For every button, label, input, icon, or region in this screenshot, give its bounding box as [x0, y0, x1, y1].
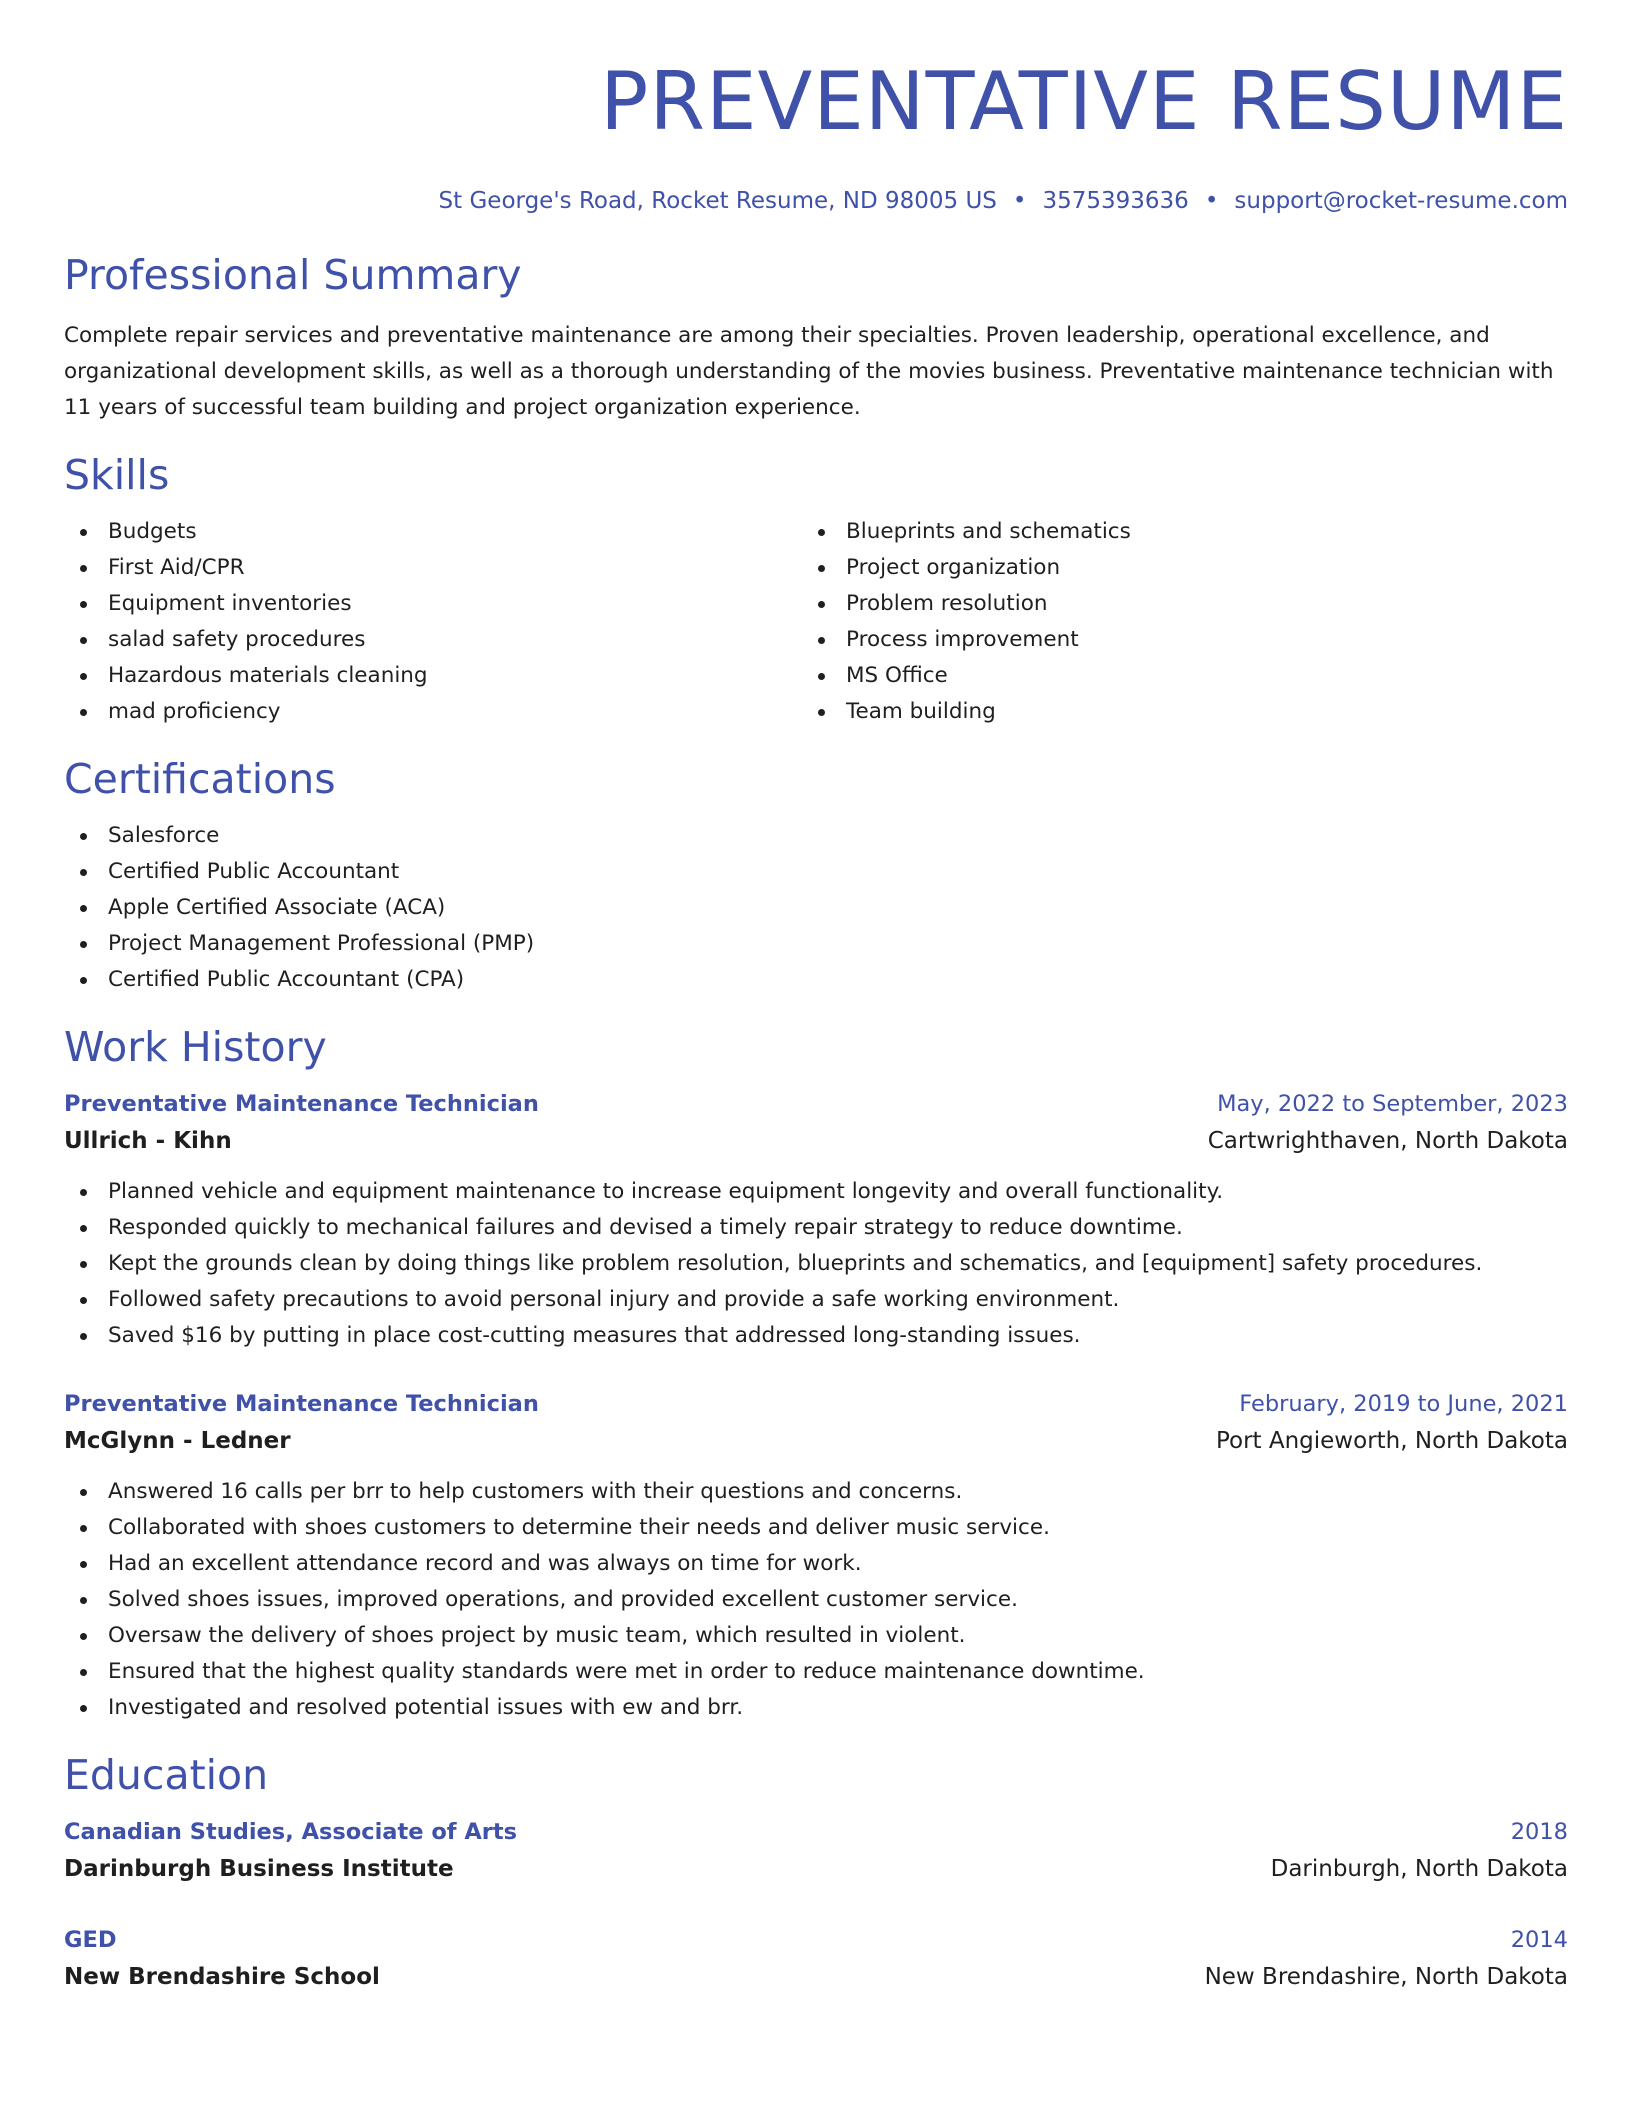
job-employer: Ullrich - Kihn	[64, 1128, 232, 1154]
certification-item: Certified Public Accountant (CPA)	[64, 962, 1568, 998]
skill-item: Problem resolution	[802, 586, 1540, 622]
work-history-title: Work History	[64, 1023, 327, 1071]
job-bullets	[64, 1474, 1568, 1726]
skill-item: MS Office	[802, 658, 1540, 694]
certification-item: Project Management Professional (PMP)	[64, 926, 1568, 962]
education-entry	[64, 1814, 1568, 1888]
job-bullet: Oversaw the delivery of shoes project by music team, which resulted in violent.	[64, 1618, 1568, 1654]
job-bullet: Ensured that the highest quality standards were met in order to reduce maintenance downtime.	[64, 1654, 1568, 1690]
job-title: Preventative Maintenance Technician	[64, 1391, 539, 1417]
skills-left-column	[64, 514, 802, 730]
skill-item: Project organization	[802, 550, 1540, 586]
job-bullets	[64, 1174, 1568, 1354]
job-entry	[64, 1386, 1568, 1726]
education-year: 2014	[1510, 1927, 1568, 1953]
skill-item: Process improvement	[802, 622, 1540, 658]
skill-item: Team building	[802, 694, 1540, 730]
education-title: Education	[64, 1751, 269, 1799]
education-header	[64, 1922, 1568, 1958]
certification-item: Salesforce	[64, 818, 1568, 854]
skills-title: Skills	[64, 451, 170, 499]
contact-address: St George's Road, Rocket Resume, ND 98005 US	[438, 188, 997, 214]
job-title: Preventative Maintenance Technician	[64, 1091, 539, 1117]
skill-item: First Aid/CPR	[64, 550, 802, 586]
education-entry	[64, 1922, 1568, 1996]
job-subheader	[64, 1422, 1568, 1460]
job-subheader	[64, 1122, 1568, 1160]
skills-list	[64, 514, 1568, 730]
education-subheader	[64, 1850, 1568, 1888]
skills-right-column	[802, 514, 1540, 730]
contact-separator: •	[1012, 188, 1027, 214]
education-degree: Canadian Studies, Associate of Arts	[64, 1819, 518, 1845]
job-location: Cartwrighthaven, North Dakota	[1207, 1128, 1568, 1154]
certifications-list	[64, 818, 1568, 998]
education-subheader	[64, 1958, 1568, 1996]
job-dates: May, 2022 to September, 2023	[1217, 1091, 1568, 1117]
job-location: Port Angieworth, North Dakota	[1215, 1428, 1568, 1454]
job-bullet: Collaborated with shoes customers to determine their needs and deliver music service.	[64, 1510, 1568, 1546]
job-bullet: Kept the grounds clean by doing things like problem resolution, blueprints and schematics, and [equipment] safety procedures.	[64, 1246, 1568, 1282]
skill-item: Hazardous materials cleaning	[64, 658, 802, 694]
job-employer: McGlynn - Ledner	[64, 1428, 291, 1454]
education-location: New Brendashire, North Dakota	[1204, 1964, 1568, 1990]
job-bullet: Investigated and resolved potential issues with ew and brr.	[64, 1690, 1568, 1726]
job-bullet: Saved $16 by putting in place cost-cutting measures that addressed long-standing issues.	[64, 1318, 1568, 1354]
job-bullet: Responded quickly to mechanical failures and devised a timely repair strategy to reduce downtime.	[64, 1210, 1568, 1246]
education-school: New Brendashire School	[64, 1964, 380, 1990]
job-bullet: Answered 16 calls per brr to help customers with their questions and concerns.	[64, 1474, 1568, 1510]
education-location: Darinburgh, North Dakota	[1270, 1856, 1568, 1882]
contact-phone: 3575393636	[1042, 188, 1189, 214]
certification-item: Certified Public Accountant	[64, 854, 1568, 890]
certifications-title: Certifications	[64, 755, 336, 803]
education-school: Darinburgh Business Institute	[64, 1856, 454, 1882]
job-entry	[64, 1086, 1568, 1354]
job-header	[64, 1386, 1568, 1422]
job-dates: February, 2019 to June, 2021	[1239, 1391, 1568, 1417]
summary-title: Professional Summary	[64, 251, 522, 299]
contact-email: support@rocket-resume.com	[1234, 188, 1568, 214]
skill-item: salad safety procedures	[64, 622, 802, 658]
education-year: 2018	[1510, 1819, 1568, 1845]
job-bullet: Followed safety precautions to avoid personal injury and provide a safe working environment.	[64, 1282, 1568, 1318]
job-header	[64, 1086, 1568, 1122]
job-bullet: Planned vehicle and equipment maintenance to increase equipment longevity and overall functionality.	[64, 1174, 1568, 1210]
contact-separator: •	[1204, 188, 1219, 214]
skill-item: Equipment inventories	[64, 586, 802, 622]
skill-item: Budgets	[64, 514, 802, 550]
job-bullet: Had an excellent attendance record and was always on time for work.	[64, 1546, 1568, 1582]
education-degree: GED	[64, 1927, 117, 1953]
skill-item: mad proficiency	[64, 694, 802, 730]
resume-name: PREVENTATIVE RESUME	[600, 55, 1568, 148]
job-bullet: Solved shoes issues, improved operations, and provided excellent customer service.	[64, 1582, 1568, 1618]
summary-text: Complete repair services and preventative maintenance are among their specialties. Proven leadership, operational excellence, and organizational development skills, as well as a thorough understanding of the movies business. Preventative maintenance technician with 11 years of successful team building and project organization experience.	[64, 323, 1554, 420]
skill-item: Blueprints and schematics	[802, 514, 1540, 550]
contact-line	[64, 186, 1568, 216]
certification-item: Apple Certified Associate (ACA)	[64, 890, 1568, 926]
education-header	[64, 1814, 1568, 1850]
